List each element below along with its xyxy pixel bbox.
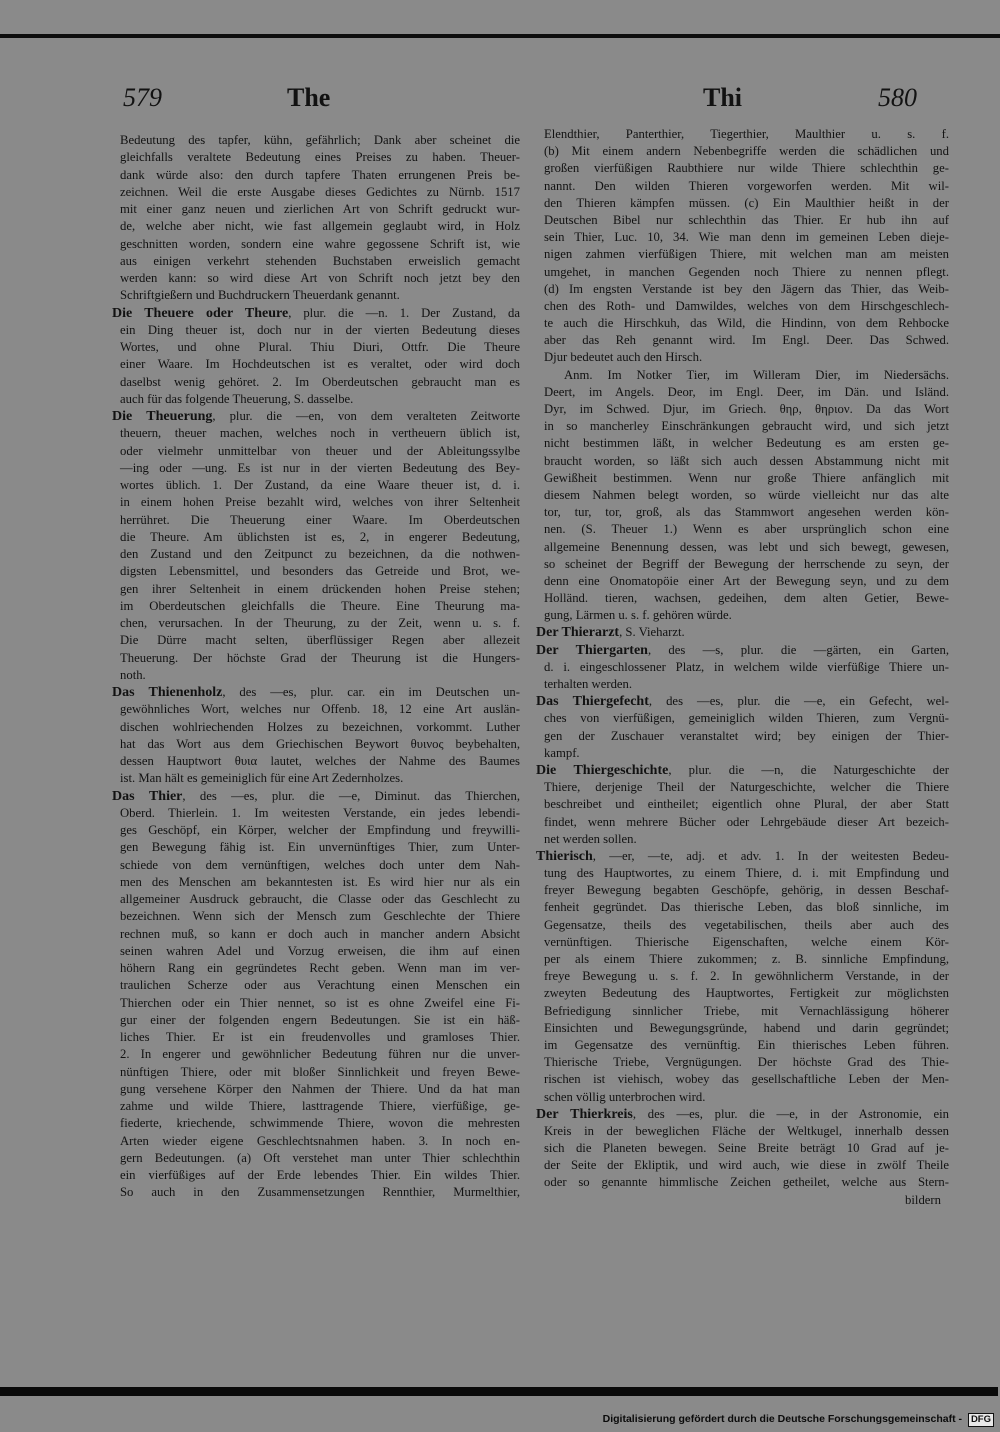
text-line: zeichnen. Weil die erste Ausgabe dieses Gedichtes zu Nürnb. 1517 [120, 184, 520, 199]
entry-text: , S. Vieharzt. [619, 625, 685, 640]
text-line: 2. In engerer und gewöhnlicher Bedeutung führen nur die unver- [120, 1047, 520, 1062]
top-rule [0, 34, 1000, 38]
text-line: denn eine Onomatopöie einer Art der Bewegung seyn, und zu dem [544, 573, 949, 588]
text-line: werden kann: so wird diese Art von Schrift noch jetzt bey den [120, 271, 520, 285]
entry-line [536, 693, 949, 710]
text-line: ein vierfüßiges auf der Erde lebendes Thier. Ein wildes Thier. [120, 1168, 520, 1182]
text-line: freyer Bewegung begabten Geschöpfe, gehörig, in dessen Beschaf- [544, 883, 949, 898]
text-line: dank würde also: den durch tapfere Thaten errungenen Preis be- [120, 167, 520, 182]
entry-text: Im Notker Tier, im Willeram Dier, im Niedersächs. [592, 367, 949, 382]
text-line: Holländ. tieren, wachsen, gedeihen, dem alten Getier, Bewe- [544, 591, 949, 606]
text-line: daselbst wenig gehöret. 2. Im Oberdeutschen gebraucht man es [120, 374, 520, 389]
entry-text: , des —es, plur. car. ein im Deutschen un- [222, 685, 520, 699]
text-line: tor, tur, tor, groß, als das Stammwort angesehen werden kön- [544, 505, 949, 520]
left-column [112, 132, 520, 1202]
entry-line [536, 762, 949, 779]
headword: Der Thierarzt [536, 625, 620, 641]
entry-line [536, 848, 949, 865]
text-line: Die Dürre macht selten, überflüssiger Regen aber allezeit [120, 633, 520, 648]
text-line: liches Thier. Er ist ein freudenvolles und gramloses Thier. [120, 1030, 520, 1044]
text-line: beschreibet und eintheilet; eigentlich ohne Plural, der aber Statt [544, 797, 949, 812]
text-line: gen Bewegung fähig ist. Ein unvernünftiges Thier, zum Unter- [120, 840, 520, 855]
headword: Das Thier [112, 788, 183, 804]
text-line: nicht bestimmen läßt, in welcher Bedeutung es am ersten ge- [544, 436, 949, 451]
text-line: den Thieren kämpfen müssen. (c) Ein Maulthier heißt in der [544, 195, 949, 210]
text-line: in so mancherley Einschränkungen gebraucht wird, und sich jetzt [544, 419, 949, 434]
text-line: die Theure. Am üblichsten ist es, 2, in engerer Bedeutung, [120, 529, 520, 544]
text-line: per als einem Thiere zukommen; z. B. sinnliche Empfindung, [544, 952, 949, 966]
entry-line [112, 408, 520, 425]
text-line: dessen Hauptwort θυια lautet, welches der Nahme des Baumes [120, 754, 520, 768]
text-line: Arten wieder eigene Geschlechtsnahmen haben. 3. In noch en- [120, 1133, 520, 1148]
text-line: dischen wohlriechenden Holzes zu bezeichnen, vorkommt. Luther [120, 719, 520, 734]
text-line: Gegensatze, theils des vegetabilischen, theils aber auch des [544, 917, 949, 932]
text-line: seinen wahren Adel und Vorzug erweisen, die ihm auf einen [120, 943, 520, 958]
entry-text: , —er, —te, adj. et adv. 1. In der weitesten Bedeu- [592, 848, 949, 863]
entry-line [536, 1106, 949, 1123]
text-line: bezeichnen. Wenn sich der Mensch zum Geschlechte der Thiere [120, 909, 520, 924]
text-line: zahme und wilde Thiere, lasttragende Thiere, vierfüßige, ge- [120, 1099, 520, 1113]
text-line: (d) Im engsten Verstande ist bey den Jägern das Thier, das Weib- [544, 281, 949, 296]
entry-text: , des —es, plur. die —e, ein Gefecht, wel- [648, 694, 949, 709]
entry-line [112, 305, 520, 322]
text-line: Dyr, im Schwed. Djur, im Griech. θηρ, θηριον. Da das Wort [544, 402, 949, 416]
page-number-right: 580 [878, 83, 917, 112]
text-line: fenheit gegründet. Das thierische Leben, das bloß sinnliche, im [544, 900, 949, 915]
text-line: gung versehene Körper den Nahmen der Thiere. Und da hat man [120, 1081, 520, 1096]
headword: Die Thiergeschichte [536, 762, 669, 778]
text-line: Schriftgießern und Buchdruckern Theuerdank genannt. [120, 288, 400, 303]
text-line: Thierische Triebe, Vergnügungen. Der höchste Grad des Thie- [544, 1055, 949, 1070]
text-line: Einsichten und Bewegungsgründe, habend und darin gegründet; [544, 1020, 949, 1035]
text-line: rischen ist viehisch, wobey das gesellschaftliche Leben der Men- [544, 1072, 949, 1087]
text-line: nigen zahmen vierfüßigen Thiere, mit welchen man am meisten [544, 247, 949, 262]
text-line: großen vierfüßigen Raubthiere nur wilde Thiere schlechthin ge- [544, 161, 949, 176]
text-line: gewöhnliches Wort, welches nur Offenb. 18, 12 eine Art auslän- [120, 702, 520, 717]
text-line: einer Waare. Im Hochdeutschen ist es veraltet, oder wird doch [120, 357, 520, 372]
text-line: Thiere, derjenige Theil der Naturgeschichte, welcher die Thiere [544, 780, 949, 795]
text-line: herrühret. Die Theuerung einer Waare. Im Oberdeutschen [120, 512, 520, 527]
text-line: —ing oder —ung. Es ist nur in der vierten Bedeutung des Bey- [120, 460, 520, 475]
note-line [536, 367, 949, 384]
text-line: tung des Hauptwortes, zu einem Thiere, d. i. mit Empfindung und [544, 866, 949, 881]
text-line: Wortes, und ohne Plural. Thiu Diuri, Ottfr. Die Theure [120, 340, 520, 354]
text-line: gur einer der folgenden engern Bedeutungen. Sie ist ein häß- [120, 1012, 520, 1027]
text-line: oder vielmehr unmittelbar von theuer und der Ableitungssylbe [120, 443, 520, 458]
text-line: chen, verursachen. In der Theurung, zu der Zeit, wenn u. s. f. [120, 616, 520, 630]
text-line: net werden sollen. [544, 831, 637, 846]
text-line: ist. Man hält es gemeiniglich für eine Art Zedernholzes. [120, 771, 404, 786]
headword: Die Theuere oder Theure [112, 305, 289, 321]
text-line: sein Thier, Luc. 10, 34. Wie man denn im gemeinen Leben dieje- [544, 230, 949, 245]
text-line: so scheinet der Begriff der Bewegung der herrschende zu seyn, der [544, 556, 949, 571]
text-line: vernünftigen. Thierische Eigenschaften, welche einem Kör- [544, 934, 949, 949]
text-line: im Gegensatze des vernünftig. Ein thierisches Leben führen. [544, 1037, 949, 1052]
bottom-rule [0, 1387, 998, 1396]
text-line: den Zustand und den Zeitpunct zu bezeichnen, da die nothwen- [120, 547, 520, 561]
entry-line [536, 624, 949, 641]
text-line: im Oberdeutschen gleichfalls die Theure. Eine Theurung ma- [120, 598, 520, 613]
entry-text: , plur. die —en, von dem veralteten Zeitworte [212, 409, 520, 423]
text-line: kampf. [544, 745, 580, 760]
text-line: de, welche aber nicht, wie fast allgemein geglaubt wird, in Holz [120, 219, 520, 234]
text-line: wortes üblich. 1. Der Zustand, da eine Waare theuer ist, d. i. [120, 478, 520, 492]
headword: Das Thienenholz [112, 685, 223, 700]
page-number-left: 579 [123, 83, 162, 112]
headword: Der Thiergarten [536, 642, 648, 658]
text-line: höhern Rang ein gegründetes Recht geben. Wenn man im ver- [120, 961, 520, 975]
entry-text: , des —s, plur. die —gärten, ein Garten, [647, 642, 949, 657]
running-head-left: The [287, 83, 331, 112]
text-line: men des Menschen am bekanntesten ist. Es wird hier nur als ein [120, 874, 520, 889]
text-line: ches von vierfüßigen, gemeiniglich wilden Thieren, zum Vergnü- [544, 711, 949, 726]
right-column [536, 126, 949, 1209]
text-line: nannt. Den wilden Thieren vorgeworfen werden. Mit wil- [544, 178, 949, 193]
text-line: noth. [120, 667, 146, 682]
text-line: braucht worden, so läßt sich auch dessen Abstammung nicht mit [544, 453, 949, 468]
entry-text: , plur. die —n. 1. Der Zustand, da [288, 305, 520, 320]
text-line: Gewißheit bestimmen. Wenn nur große Thiere anfänglich mit [544, 470, 949, 485]
text-line: nünftigen Thiere, oder mit bloßer Sinnlichkeit und freyen Bewe- [120, 1064, 520, 1079]
text-line: ein Ding theuer ist, doch nur in der vierten Bedeutung dieses [120, 322, 520, 337]
text-line: Thierchen oder ein Thier nennet, so ist es ohne Zweifel eine Fi- [120, 995, 520, 1010]
funding-credit: Digitalisierung gefördert durch die Deutsche Forschungsgemeinschaft - [602, 1413, 963, 1425]
text-line: Deutschen Bibel nur schlechthin das Thier. Er hub ihn auf [544, 212, 949, 227]
text-line: gleichfalls veraltete Bedeutung eines Preises zu haben. Theuer- [120, 150, 520, 165]
text-line: fiederte, kriechende, schwimmende Thiere, wovon die mehresten [120, 1116, 520, 1131]
entry-text: , des —es, plur. die —e, Diminut. das Thierchen, [182, 788, 520, 803]
running-head-right: Thi [703, 83, 743, 112]
text-line: schiede von dem vernünftigen, welches doch unter dem Nah- [120, 857, 520, 872]
text-line: terhalten werden. [544, 677, 633, 691]
headword: Das Thiergefecht [536, 694, 649, 710]
text-line: Deert, im Angels. Deor, im Engl. Deer, im Dän. und Isländ. [544, 384, 949, 399]
text-line: findet, wenn mehrere Bücher oder Lehrgebäude dieser Art bezeich- [544, 814, 949, 829]
text-line: theuern, theuer machen, welches noch in vertheuern üblich ist, [120, 426, 520, 441]
text-line: gung, Lärmen u. s. f. gehören würde. [544, 608, 732, 623]
text-line: der Seite der Ekliptik, und wird auch, wie diese in zwölf Theile [544, 1158, 949, 1173]
text-line: gern Bedeutungen. (a) Oft verstehet man unter Thier schlechthin [120, 1150, 520, 1165]
text-line: chen des Roth- und Damwildes, welches von dem Hirschgeschlech- [544, 298, 949, 313]
text-line: rechnen muß, so kann er doch auch in mancher andern Absicht [120, 926, 520, 941]
entry-line [112, 684, 520, 701]
text-line: (b) Mit einem andern Nebenbegriffe werden die schädlichen und [544, 144, 949, 159]
text-line: digsten Lebensmittel, und besonders das Getreide und Brot, we- [120, 564, 520, 579]
text-line: ges Geschöpf, ein Körper, welcher der Empfindung und freywilli- [120, 823, 520, 837]
text-line: te auch die Hirschkuh, das Wild, die Hindinn, von dem Rehbocke [544, 316, 949, 331]
note-label: Anm. [564, 367, 593, 382]
text-line: So auch in den Zusammensetzungen Rennthier, Murmelthier, [120, 1185, 520, 1200]
entry-line [536, 642, 949, 659]
text-line: geschnitten worden, sondern eine wahre gegossene Schrift ist, wie [120, 236, 520, 251]
text-line: traulichen Scherze oder aus Verachtung einen Menschen ein [120, 978, 520, 993]
text-line: schen völlig unterbrochen wird. [544, 1089, 706, 1104]
text-line: aus einigen verkehrt stehenden Buchstaben erweislich gemacht [120, 253, 520, 268]
headword: Der Thierkreis [536, 1106, 633, 1122]
text-line: oder so genannte himmlische Zeichen getheilet, welche aus Stern- [544, 1175, 949, 1190]
text-line: mit einer ganz neuen und zierlichen Art von Schrift gedruckt wur- [120, 202, 520, 216]
text-line: sich die Planeten bewegen. Seine Breite beträgt 10 Grad auf je- [544, 1141, 949, 1156]
text-line: nen. (S. Theuer 1.) Wenn es aber ursprünglich schon eine [544, 522, 949, 537]
text-line: aber das Reh genannt wird. Im Engl. Deer. Das Schwed. [544, 333, 949, 348]
text-line: Theuerung. Der höchste Grad der Theurung ist die Hungers- [120, 650, 520, 665]
text-line: gen ihrer Seltenheit in einem drückenden hohen Preise stehen; [120, 581, 520, 596]
text-line: Kreis in der beweglichen Fläche der Weltkugel, innerhalb dessen [544, 1123, 949, 1138]
footer [603, 1411, 994, 1427]
text-line: Oberd. Thierlein. 1. Im weitesten Verstande, ein jedes lebendi- [120, 805, 520, 820]
entry-line [112, 788, 520, 805]
text-line: umgehet, in manchen Gegenden noch Thiere zu nennen pflegt. [544, 264, 949, 279]
text-line: hat das Wort aus dem Griechischen Beywort θυινος beybehalten, [120, 736, 520, 751]
text-line: gen der Zuschauer veranstaltet wird; bey einigen der Thier- [544, 728, 949, 743]
text-line: freye Bewegung u. s. f. 2. In gewöhnlicherm Verstande, in der [544, 969, 949, 984]
catchword: bildern [905, 1192, 941, 1207]
text-line: zweyten Bedeutung des Hauptwortes, Fertigkeit zur möglichsten [544, 986, 949, 1001]
entry-text: , des —es, plur. die —e, in der Astronomie, ein [632, 1106, 949, 1121]
text-line: allgemeiner Ausdruck gebraucht, die Classe oder das Geschlecht zu [120, 892, 520, 906]
text-line: Elendthier, Panterthier, Tiegerthier, Maulthier u. s. f. [544, 127, 949, 141]
text-line: d. i. eingeschlossener Platz, in welchem wilde vierfüßige Thiere un- [544, 659, 949, 674]
text-line: in einem hohen Preise bezahlt wird, welches von ihrer Seltenheit [120, 495, 520, 510]
text-line: allgemeine Benennung dessen, was lebt und sich bewegt, gewesen, [544, 539, 949, 554]
text-line: Djur bedeutet auch den Hirsch. [544, 350, 703, 365]
dfg-logo: DFG [968, 1413, 994, 1427]
text-line: auch für das folgende Theuerung, S. dasselbe. [120, 391, 354, 406]
entry-text: , plur. die —n, die Naturgeschichte der [668, 762, 949, 777]
text-line: Befriedigung sinnlicher Triebe, mit Vernachlässigung höherer [544, 1003, 949, 1018]
text-line: Bedeutung des tapfer, kühn, gefährlich; Dank aber scheinet die [120, 133, 520, 147]
headword: Thierisch [536, 848, 593, 864]
headword: Die Theuerung [112, 409, 213, 424]
text-line: diesem Nahmen belegt worden, so würde vielleicht nur das alte [544, 487, 949, 502]
